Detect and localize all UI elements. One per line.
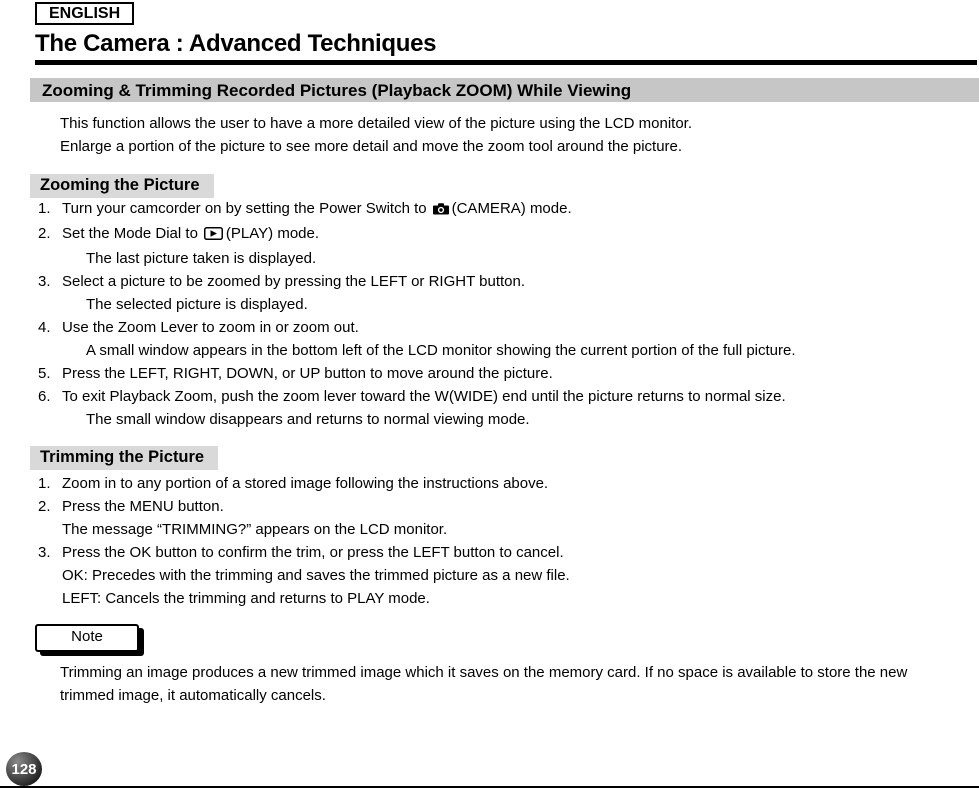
step-text-part: (CAMERA) mode. [451, 200, 572, 217]
list-item [38, 362, 971, 385]
step-number: 4. [38, 319, 51, 336]
step-number: 5. [38, 365, 51, 382]
step-text-part: Set the Mode Dial to [62, 225, 198, 242]
step-subtext: The small window disappears and returns to normal viewing mode. [86, 411, 530, 428]
step-text: Press the LEFT, RIGHT, DOWN, or UP button to move around the picture. [62, 365, 553, 382]
step-subtext: The last picture taken is displayed. [86, 250, 317, 267]
step-subtext: The selected picture is displayed. [86, 296, 308, 313]
step-text-part: (PLAY) mode. [225, 225, 320, 242]
step-number: 1. [38, 200, 51, 217]
step-text: Use the Zoom Lever to zoom in or zoom out. [62, 319, 359, 336]
note-box [35, 624, 139, 652]
step-text: Select a picture to be zoomed by pressing the LEFT or RIGHT button. [62, 273, 526, 290]
page-number: 128 [11, 760, 37, 778]
step-text: To exit Playback Zoom, push the zoom lever toward the W(WIDE) end until the picture returns to normal size. [62, 388, 786, 405]
list-item [38, 222, 971, 247]
step-number: 2. [38, 225, 51, 242]
list-item [38, 472, 971, 495]
step-subtext: A small window appears in the bottom left of the LCD monitor showing the current portion of the full picture. [86, 342, 796, 359]
play-icon [204, 224, 223, 247]
intro-line: This function allows the user to have a more detailed view of the picture using the LCD monitor. [60, 115, 692, 132]
step-text: Press the OK button to confirm the trim, or press the LEFT button to cancel. [62, 544, 564, 561]
step-subtext: The message “TRIMMING?” appears on the LCD monitor. [62, 521, 448, 538]
trimming-steps [38, 472, 971, 610]
list-item [38, 495, 971, 518]
section-header: Zooming & Trimming Recorded Pictures (Playback ZOOM) While Viewing [30, 78, 979, 102]
list-item [38, 541, 971, 564]
list-item [38, 197, 971, 222]
step-subtext: OK: Precedes with the trimming and saves the trimmed picture as a new file. [62, 567, 570, 584]
step-number: 6. [38, 388, 51, 405]
trimming-subheader: Trimming the Picture [30, 446, 218, 470]
step-number: 3. [38, 273, 51, 290]
title-rule [35, 60, 977, 65]
step-text: Press the MENU button. [62, 498, 224, 515]
zooming-steps [38, 197, 971, 431]
step-text-part: Turn your camcorder on by setting the Power Switch to [62, 200, 427, 217]
step-text: Zoom in to any portion of a stored image following the instructions above. [62, 475, 549, 492]
list-item [38, 385, 971, 408]
language-badge: ENGLISH [35, 2, 134, 25]
intro-paragraph [60, 112, 964, 158]
note-text: Trimming an image produces a new trimmed image which it saves on the memory card. If no space is available to store the new trimmed image, it automatically cancels. [60, 664, 908, 704]
intro-line: Enlarge a portion of the picture to see more detail and move the zoom tool around the picture. [60, 138, 683, 155]
step-number: 3. [38, 544, 51, 561]
page-number-badge [6, 752, 42, 786]
list-item [38, 316, 971, 339]
step-number: 2. [38, 498, 51, 515]
camera-icon [433, 199, 449, 222]
zooming-subheader: Zooming the Picture [30, 174, 214, 198]
step-subtext: LEFT: Cancels the trimming and returns to PLAY mode. [62, 590, 430, 607]
step-number: 1. [38, 475, 51, 492]
page-title: The Camera : Advanced Techniques [35, 30, 437, 57]
list-item [38, 270, 971, 293]
note-label: Note [71, 628, 103, 645]
